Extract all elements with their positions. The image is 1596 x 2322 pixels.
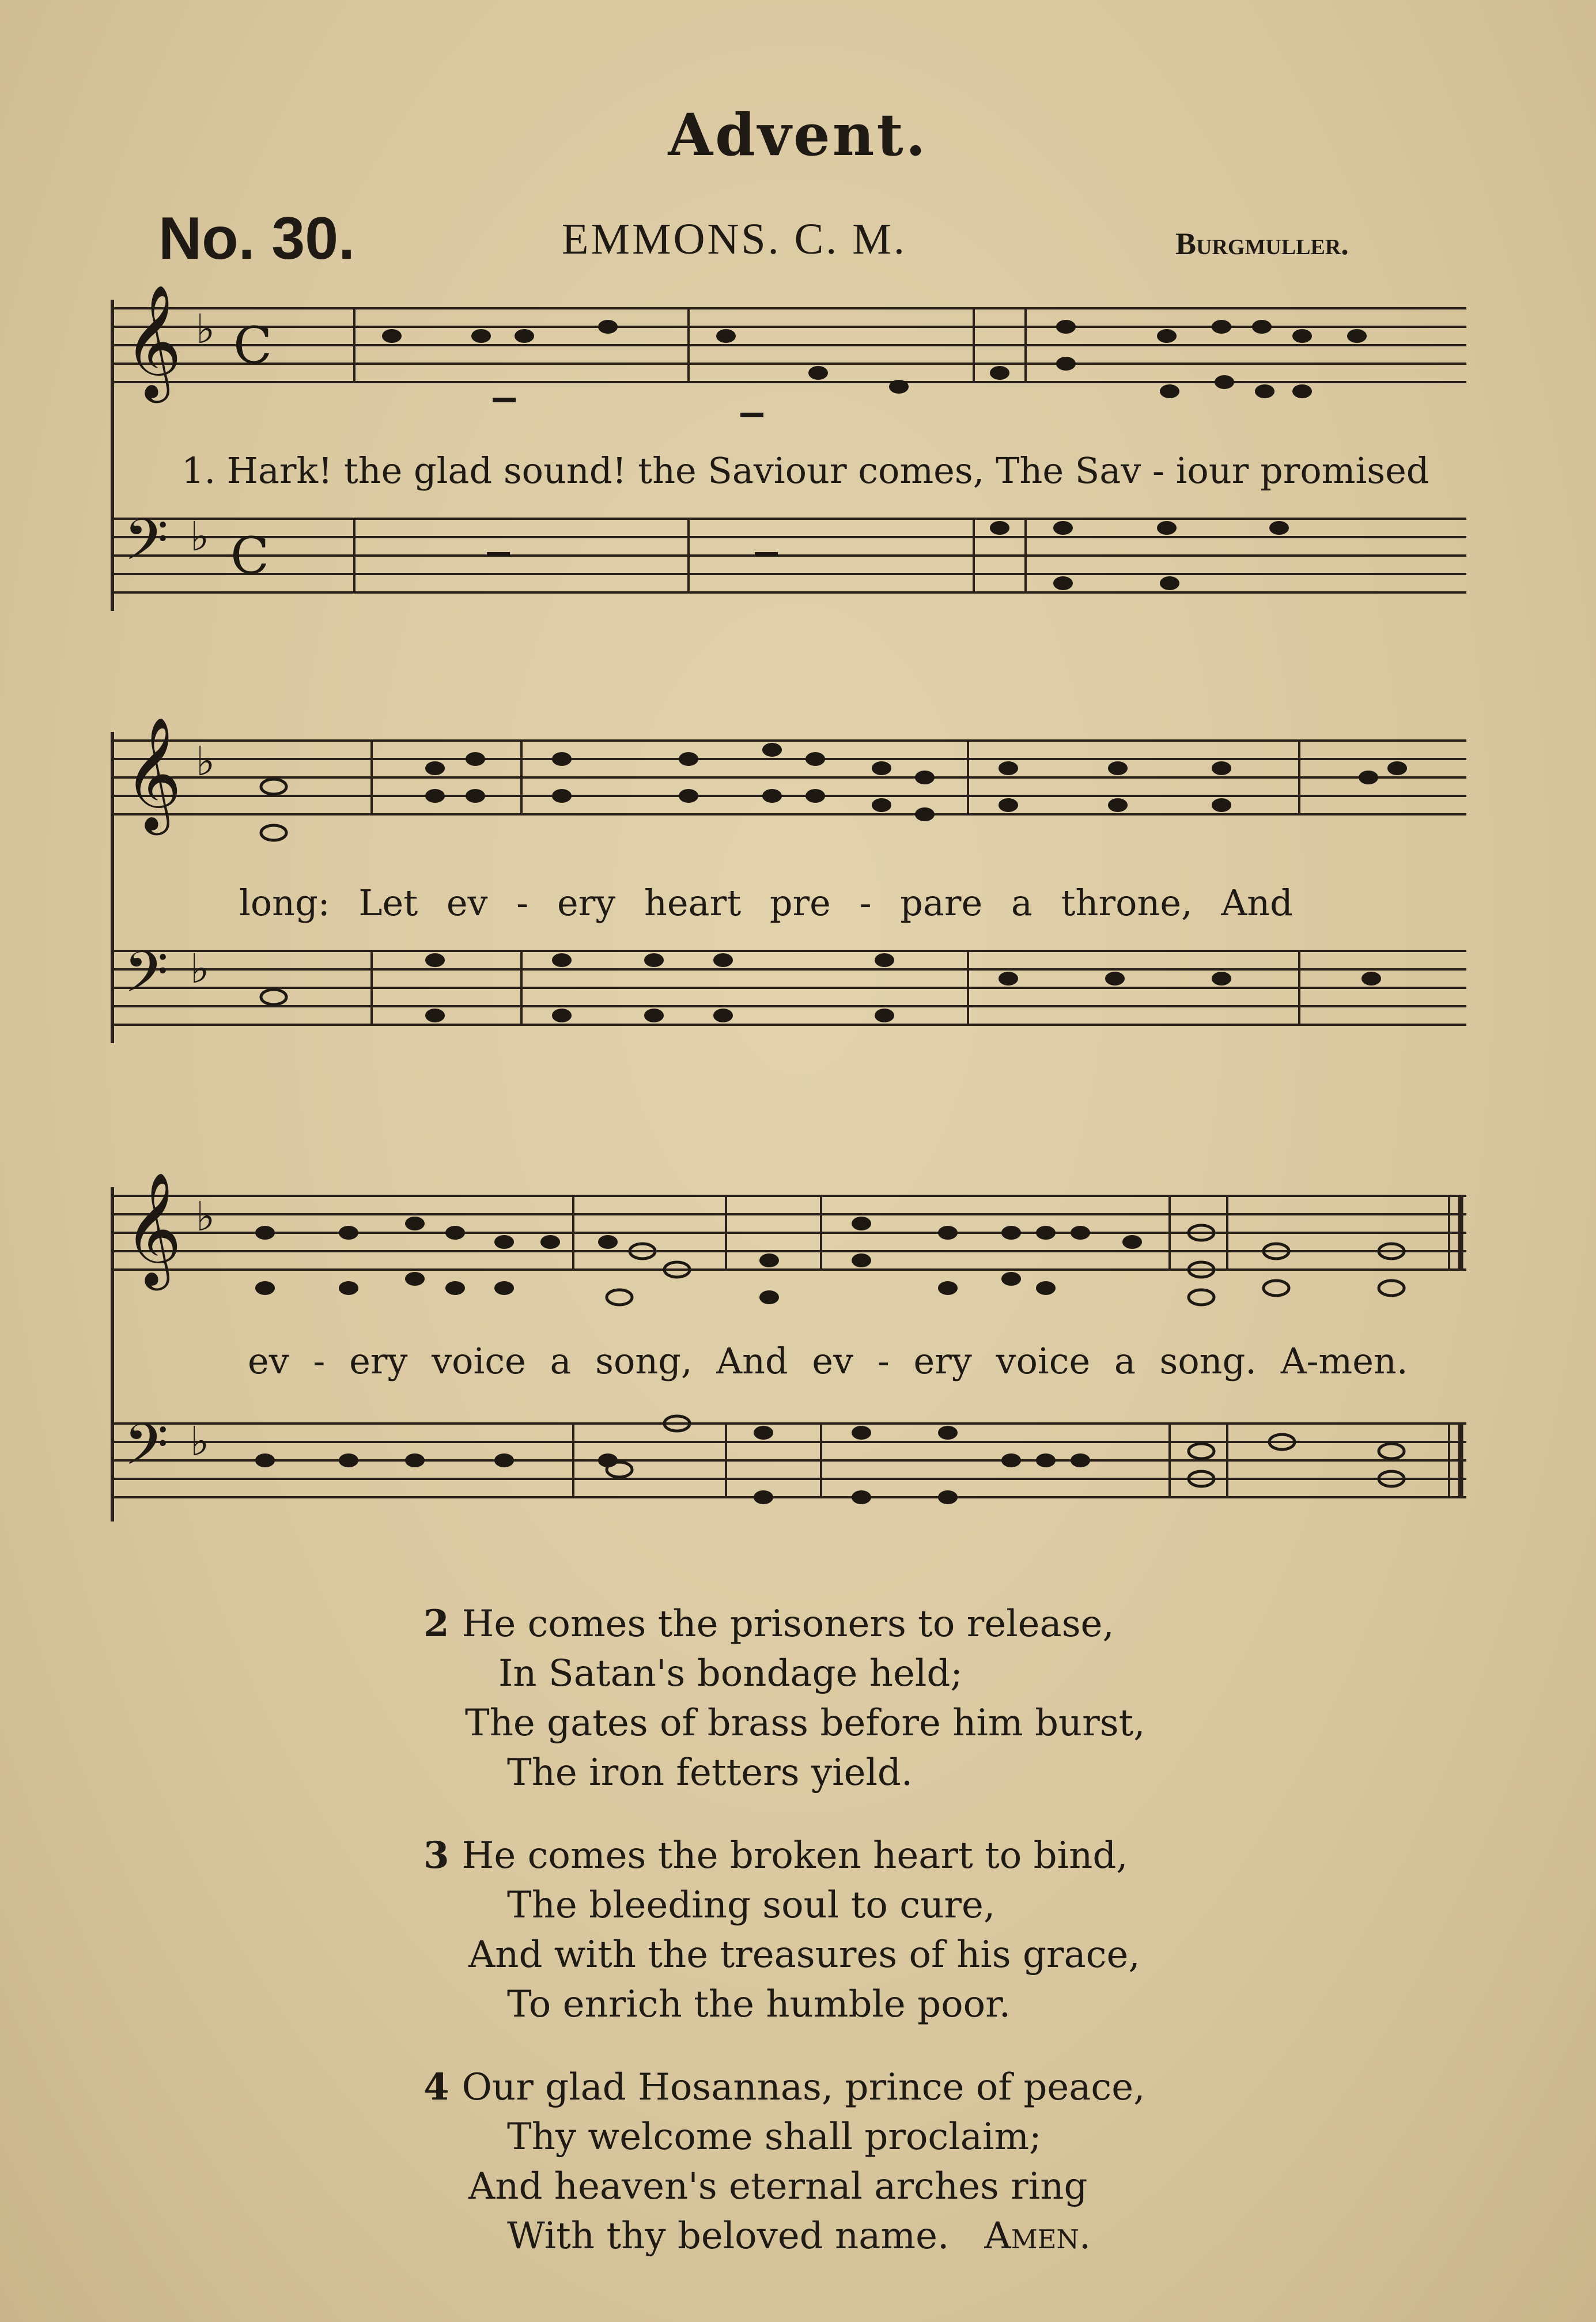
verses-block [423,1599,1145,2294]
verse-line: Our glad Hosannas, prince of peace, [462,2066,1145,2109]
verse-2 [423,1599,1145,1798]
verse-number: 3 [423,1834,449,1877]
svg-text:𝄢: 𝄢 [124,1412,169,1492]
svg-text:♭: ♭ [196,1193,215,1240]
music-system-1 [101,282,1478,651]
verse-line: He comes the prisoners to release, [462,1603,1114,1645]
verse-4 [423,2063,1145,2261]
verse-number: 4 [423,2066,449,2109]
svg-text:𝄞: 𝄞 [124,716,182,830]
verse-line: To enrich the humble poor. [507,1983,1011,2026]
hymn-number: No. 30. [158,205,355,272]
verse-3 [423,1831,1145,2029]
composer-name: Burgmuller. [1175,226,1349,261]
verse-line: And heaven's eternal arches ring [468,2165,1088,2208]
svg-text:♭: ♭ [190,513,210,560]
verse-number: 2 [423,1602,449,1645]
svg-text:C: C [230,526,270,586]
verse-line: The iron fetters yield. [507,1751,913,1794]
lyric-line-2: long: Let ev - ery heart pre - pare a throne, And [239,882,1293,924]
lyric-line-3: ev - ery voice a song, And ev - ery voice a song. A-men. [248,1340,1408,1382]
verse-line: In Satan's bondage held; [498,1652,963,1695]
svg-text:♭: ♭ [190,945,210,992]
svg-text:♭: ♭ [190,1418,210,1465]
svg-text:𝄢: 𝄢 [124,507,169,587]
svg-text:𝄞: 𝄞 [124,284,182,398]
verse-line: He comes the broken heart to bind, [462,1834,1128,1877]
music-system-2 [101,715,1478,1083]
section-title: Advent. [668,101,928,169]
svg-text:C: C [233,316,273,375]
verse-line: The gates of brass before him burst, [465,1702,1145,1745]
svg-text:♭: ♭ [196,305,215,353]
svg-text:𝄞: 𝄞 [124,1172,182,1286]
lyric-line-1: 1. Hark! the glad sound! the Saviour comes, The Sav - iour promised [181,450,1429,492]
verse-line: And with the treasures of his grace, [468,1934,1140,1976]
svg-text:♭: ♭ [196,738,215,785]
verse-line: The bleeding soul to cure, [507,1884,996,1927]
svg-text:𝄢: 𝄢 [124,939,169,1020]
tune-name: EMMONS. C. M. [562,215,907,263]
verse-line: With thy beloved name. [507,2215,950,2257]
amen-text: Amen. [984,2215,1091,2257]
verse-line: Thy welcome shall proclaim; [507,2116,1042,2158]
music-system-3 [101,1170,1478,1562]
